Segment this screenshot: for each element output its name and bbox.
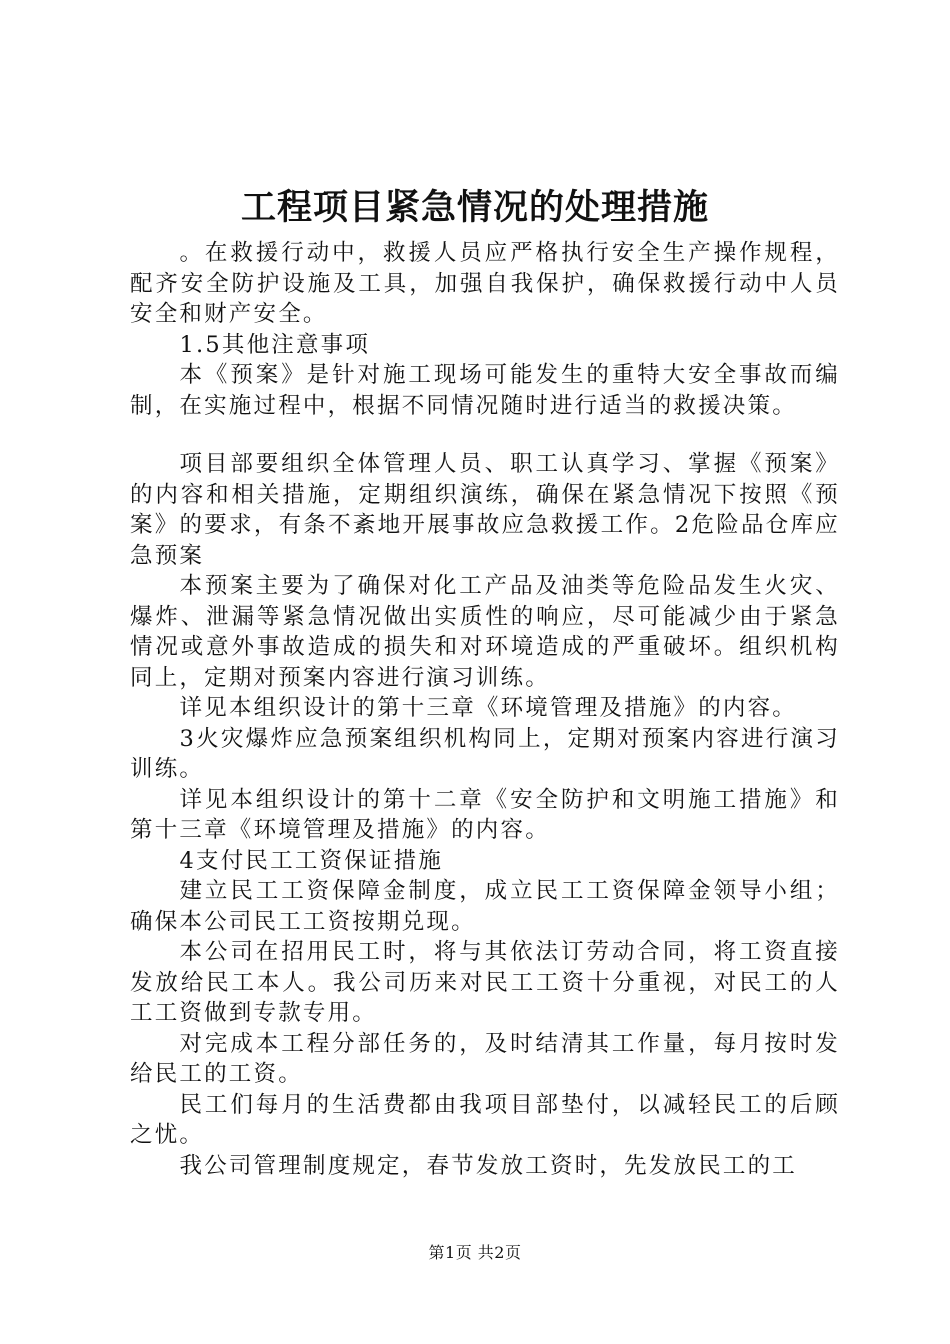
heading-wage-guarantee: 4支付民工工资保证措施 [179, 847, 444, 874]
paragraph-plan-scope: 本《预案》是针对施工现场可能发生的重特大安全事故而编制，在实施过程中，根据不同情况随时进行适当的救援决策。 [130, 362, 840, 419]
paragraph-wage-fund: 建立民工工资保障金制度，成立民工工资保障金领导小组；确保本公司民工工资按期兑现。 [130, 878, 840, 935]
document-body [130, 238, 840, 1181]
paragraph-plan-training: 项目部要组织全体管理人员、职工认真学习、掌握《预案》的内容和相关措施，定期组织演练，确保在紧急情况下按照《预案》的要求，有条不紊地开展事故应急救援工作。2危险品仓库应急预案 [130, 451, 840, 569]
paragraph-spring-festival-wages: 我公司管理制度规定，春节发放工资时，先发放民工的工 [179, 1152, 798, 1179]
heading-other-notes: 1.5其他注意事项 [179, 331, 371, 358]
paragraph-hazmat-plan: 本预案主要为了确保对化工产品及油类等危险品发生火灾、爆炸、泄漏等紧急情况做出实质性的响应，尽可能减少由于紧急情况或意外事故造成的损失和对环境造成的严重破坏。组织机构同上，定期对预案内容进行演习训练。 [130, 573, 840, 691]
paragraph-monthly-settlement: 对完成本工程分部任务的，及时结清其工作量，每月按时发给民工的工资。 [130, 1030, 840, 1087]
paragraph-see-chapter-13: 详见本组织设计的第十三章《环境管理及措施》的内容。 [179, 695, 798, 721]
paragraph-rescue-safety: 。在救援行动中，救援人员应严格执行安全生产操作规程，配齐安全防护设施及工具，加强自我保护，确保救援行动中人员安全和财产安全。 [130, 240, 840, 327]
document-title: 工程项目紧急情况的处理措施 [240, 188, 709, 228]
paragraph-gap [130, 421, 840, 449]
paragraph-see-chapter-12-13: 详见本组织设计的第十二章《安全防护和文明施工措施》和第十三章《环境管理及措施》的内容。 [130, 786, 840, 843]
page-number-footer: 第1页 共2页 [428, 1243, 522, 1262]
paragraph-living-expenses: 民工们每月的生活费都由我项目部垫付，以减轻民工的后顾之忧。 [130, 1091, 840, 1148]
paragraph-fire-explosion-plan: 3火灾爆炸应急预案组织机构同上，定期对预案内容进行演习训练。 [130, 725, 840, 782]
paragraph-labor-contract: 本公司在招用民工时，将与其依法订劳动合同，将工资直接发放给民工本人。我公司历来对民工工资十分重视，对民工的人工工资做到专款专用。 [130, 939, 840, 1026]
